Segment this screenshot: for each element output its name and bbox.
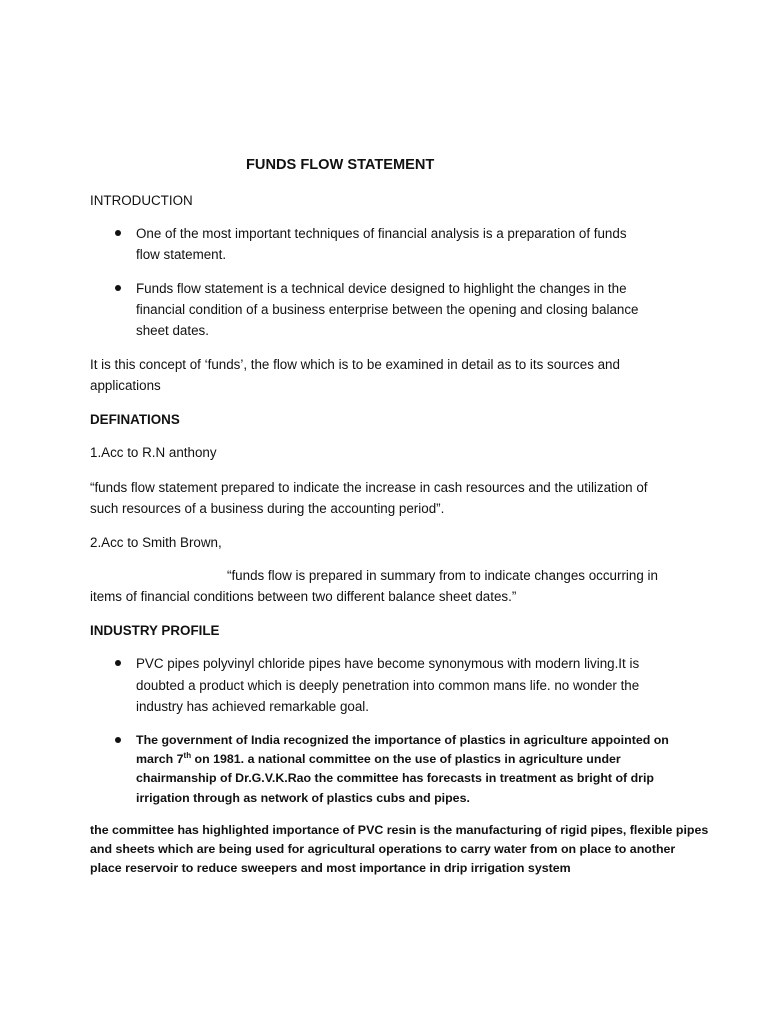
intro-bullet-2-line-3: sheet dates. <box>136 323 209 338</box>
definition-1-label: 1.Acc to R.N anthony <box>90 445 217 460</box>
closing-line-1: the committee has highlighted importance of PVC resin is the manufacturing of rigid pipes, flexible pipes <box>90 823 709 837</box>
document-title: FUNDS FLOW STATEMENT <box>246 157 435 173</box>
bullet-icon <box>115 660 121 666</box>
line-2-start: march 7 <box>136 752 184 766</box>
intro-bullet-1-line-2: flow statement. <box>136 247 227 262</box>
definition-2-line-2: items of financial conditions between two different balance sheet dates.” <box>90 589 517 604</box>
line-2-rest: on 1981. a national committee on the use of plastics in agriculture under <box>191 752 621 766</box>
industry-profile-heading: INDUSTRY PROFILE <box>90 623 220 638</box>
closing-line-2: and sheets which are being used for agricultural operations to carry water from on place to another <box>90 842 676 856</box>
introduction-heading: INTRODUCTION <box>90 193 193 208</box>
definition-2-label: 2.Acc to Smith Brown, <box>90 535 222 550</box>
intro-bullet-1-line-1: One of the most important techniques of financial analysis is a preparation of funds <box>136 226 627 241</box>
industry-bullet-2-line-4: irrigation through as network of plastics cubs and pipes. <box>136 791 470 805</box>
bullet-icon <box>115 230 121 236</box>
intro-bullet-2-line-2: financial condition of a business enterprise between the opening and closing balance <box>136 302 639 317</box>
bullet-icon <box>115 737 121 743</box>
industry-bullet-1-line-2: doubted a product which is deeply penetration into common mans life. no wonder the <box>136 678 640 693</box>
concept-line-1: It is this concept of ‘funds’, the flow which is to be examined in detail as to its sources and <box>90 357 620 372</box>
concept-line-2: applications <box>90 378 161 393</box>
industry-bullet-1-line-1: PVC pipes polyvinyl chloride pipes have become synonymous with modern living.It is <box>136 656 640 671</box>
definition-1-line-1: “funds flow statement prepared to indicate the increase in cash resources and the utilization of <box>90 480 648 495</box>
industry-bullet-2-line-1: The government of India recognized the importance of plastics in agriculture appointed on <box>136 733 669 747</box>
definition-2-line-1: “funds flow is prepared in summary from to indicate changes occurring in <box>227 568 658 583</box>
definitions-heading: DEFINATIONS <box>90 412 180 427</box>
closing-line-3: place reservoir to reduce sweepers and most importance in drip irrigation system <box>90 861 571 875</box>
industry-bullet-2-line-2 <box>136 749 621 769</box>
definition-1-line-2: such resources of a business during the accounting period”. <box>90 501 445 516</box>
intro-bullet-2-line-1: Funds flow statement is a technical device designed to highlight the changes in the <box>136 281 627 296</box>
bullet-icon <box>115 285 121 291</box>
industry-bullet-1-line-3: industry has achieved remarkable goal. <box>136 699 369 714</box>
industry-bullet-2-line-3: chairmanship of Dr.G.V.K.Rao the committee has forecasts in treatment as bright of drip <box>136 771 654 785</box>
ordinal-superscript: th <box>183 750 192 760</box>
